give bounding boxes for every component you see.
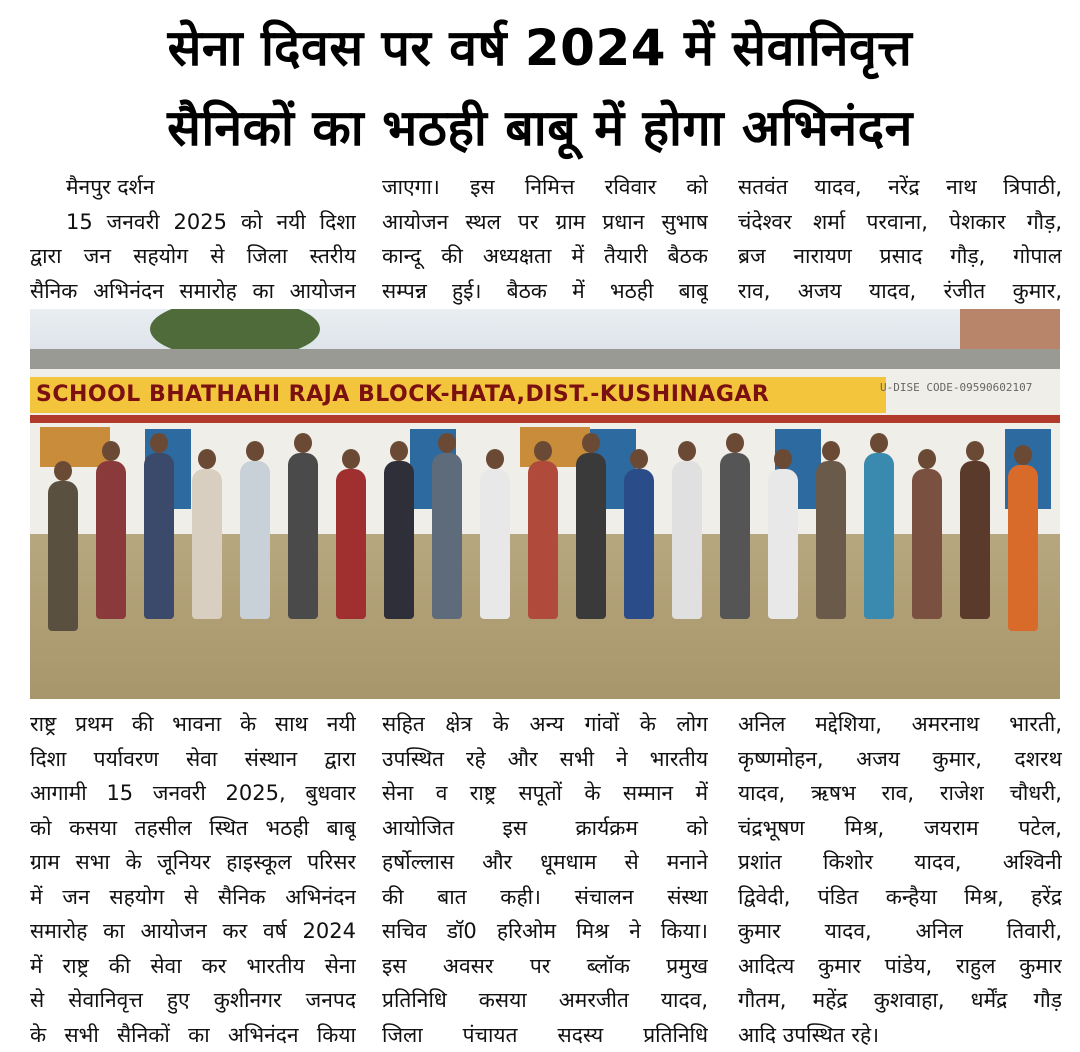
red-band [30, 415, 1060, 423]
text-line: आदि उपस्थित रहे। [738, 1018, 1062, 1052]
text-line: सैनिक अभिनंदन समारोह का आयोजन [30, 274, 356, 309]
person-figure [96, 461, 126, 619]
person-figure [288, 453, 318, 619]
text-line: उपस्थित रहे और सभी ने भारतीय [382, 742, 708, 777]
text-line: को कसया तहसील स्थित भठही बाबू [30, 811, 356, 846]
article-column-1-top [30, 170, 356, 308]
headline-line-1: सेना दिवस पर वर्ष 2024 में सेवानिवृत्त [0, 18, 1080, 78]
person-figure [624, 469, 654, 619]
person-head [534, 441, 552, 461]
text-line: में जन सहयोग से सैनिक अभिनंदन [30, 880, 356, 915]
text-line: की बात कही। संचालन संस्था [382, 880, 708, 915]
text-line: गौतम, महेंद्र कुशवाहा, धर्मेंद्र गौड़ [738, 983, 1062, 1018]
person-head [438, 433, 456, 453]
article-column-3-top [738, 170, 1062, 308]
school-roof [30, 349, 1060, 369]
person-head [726, 433, 744, 453]
article-column-2-bottom [382, 707, 708, 1052]
text-line: आगामी 15 जनवरी 2025, बुधवार [30, 776, 356, 811]
text-line: इस अवसर पर ब्लॉक प्रमुख [382, 949, 708, 984]
person-figure [240, 461, 270, 619]
text-line: हर्षोल्लास और धूमधाम से मनाने [382, 845, 708, 880]
text-line: कुमार यादव, अनिल तिवारी, [738, 914, 1062, 949]
text-line: जाएगा। इस निमित्त रविवार को [382, 170, 708, 205]
person-figure [192, 469, 222, 619]
person-figure [768, 469, 798, 619]
person-figure [336, 469, 366, 619]
person-head [774, 449, 792, 469]
text-line: द्विवेदी, पंडित कन्हैया मिश्र, हरेंद्र [738, 880, 1062, 915]
article-column-3-bottom [738, 707, 1062, 1052]
text-line: द्वारा जन सहयोग से जिला स्तरीय [30, 239, 356, 274]
article-column-1-bottom [30, 707, 356, 1052]
person-figure [912, 469, 942, 619]
person-head [390, 441, 408, 461]
text-line: सम्पन्न हुई। बैठक में भठही बाबू [382, 274, 708, 309]
text-line: यादव, ऋषभ राव, राजेश चौधरी, [738, 776, 1062, 811]
person-head [486, 449, 504, 469]
text-line: में राष्ट्र की सेवा कर भारतीय सेना [30, 949, 356, 984]
text-line: राष्ट्र प्रथम की भावना के साथ नयी [30, 707, 356, 742]
text-line: जिला पंचायत सदस्य प्रतिनिधि [382, 1018, 708, 1052]
notice-board [40, 427, 110, 467]
person-figure [576, 453, 606, 619]
person-figure [960, 461, 990, 619]
person-figure [480, 469, 510, 619]
dise-code: U-DISE CODE-09590602107 [880, 381, 1032, 394]
person-head [198, 449, 216, 469]
text-line: सहित क्षेत्र के अन्य गांवों के लोग [382, 707, 708, 742]
person-figure [528, 461, 558, 619]
text-line: सेना व राष्ट्र सपूतों के सम्मान में [382, 776, 708, 811]
article-column-2-top [382, 170, 708, 308]
person-head [918, 449, 936, 469]
text-line: प्रतिनिधि कसया अमरजीत यादव, [382, 983, 708, 1018]
text-line: राव, अजय यादव, रंजीत कुमार, [738, 274, 1062, 309]
person-head [630, 449, 648, 469]
group-photo [30, 309, 1060, 699]
headline-line-2: सैनिकों का भठही बाबू में होगा अभिनंदन [0, 98, 1080, 158]
person-figure [1008, 465, 1038, 631]
text-line: 15 जनवरी 2025 को नयी दिशा [30, 205, 356, 240]
byline: मैनपुर दर्शन [30, 170, 356, 205]
text-line: चंदेश्वर शर्मा परवाना, पेशकार गौड़, [738, 205, 1062, 240]
person-figure [672, 461, 702, 619]
text-line: से सेवानिवृत्त हुए कुशीनगर जनपद [30, 983, 356, 1018]
text-line: समारोह का आयोजन कर वर्ष 2024 [30, 914, 356, 949]
text-line: आयोजित इस क्रार्यक्रम को [382, 811, 708, 846]
person-figure [432, 453, 462, 619]
person-head [582, 433, 600, 453]
person-figure [720, 453, 750, 619]
person-figure [144, 453, 174, 619]
person-figure [48, 481, 78, 631]
person-figure [384, 461, 414, 619]
person-head [1014, 445, 1032, 465]
school-sign: SCHOOL BHATHAHI RAJA BLOCK-HATA,DIST.-KUSHINAGAR [30, 377, 886, 413]
text-line: के सभी सैनिकों का अभिनंदन किया [30, 1018, 356, 1052]
text-line: सतवंत यादव, नरेंद्र नाथ त्रिपाठी, [738, 170, 1062, 205]
person-head [822, 441, 840, 461]
person-head [678, 441, 696, 461]
text-line: सचिव डॉ0 हरिओम मिश्र ने किया। [382, 914, 708, 949]
person-head [294, 433, 312, 453]
person-head [246, 441, 264, 461]
text-line: प्रशांत किशोर यादव, अश्विनी [738, 845, 1062, 880]
text-line: अनिल मद्देशिया, अमरनाथ भारती, [738, 707, 1062, 742]
person-head [54, 461, 72, 481]
text-line: कान्दू की अध्यक्षता में तैयारी बैठक [382, 239, 708, 274]
person-figure [816, 461, 846, 619]
text-line: दिशा पर्यावरण सेवा संस्थान द्वारा [30, 742, 356, 777]
text-line: कृष्णमोहन, अजय कुमार, दशरथ [738, 742, 1062, 777]
text-line: ब्रज नारायण प्रसाद गौड़, गोपाल [738, 239, 1062, 274]
person-head [102, 441, 120, 461]
person-head [966, 441, 984, 461]
person-head [342, 449, 360, 469]
person-head [870, 433, 888, 453]
person-head [150, 433, 168, 453]
text-line: चंद्रभूषण मिश्र, जयराम पटेल, [738, 811, 1062, 846]
text-line: आदित्य कुमार पांडेय, राहुल कुमार [738, 949, 1062, 984]
text-line: ग्राम सभा के जूनियर हाइस्कूल परिसर [30, 845, 356, 880]
text-line: आयोजन स्थल पर ग्राम प्रधान सुभाष [382, 205, 708, 240]
person-figure [864, 453, 894, 619]
